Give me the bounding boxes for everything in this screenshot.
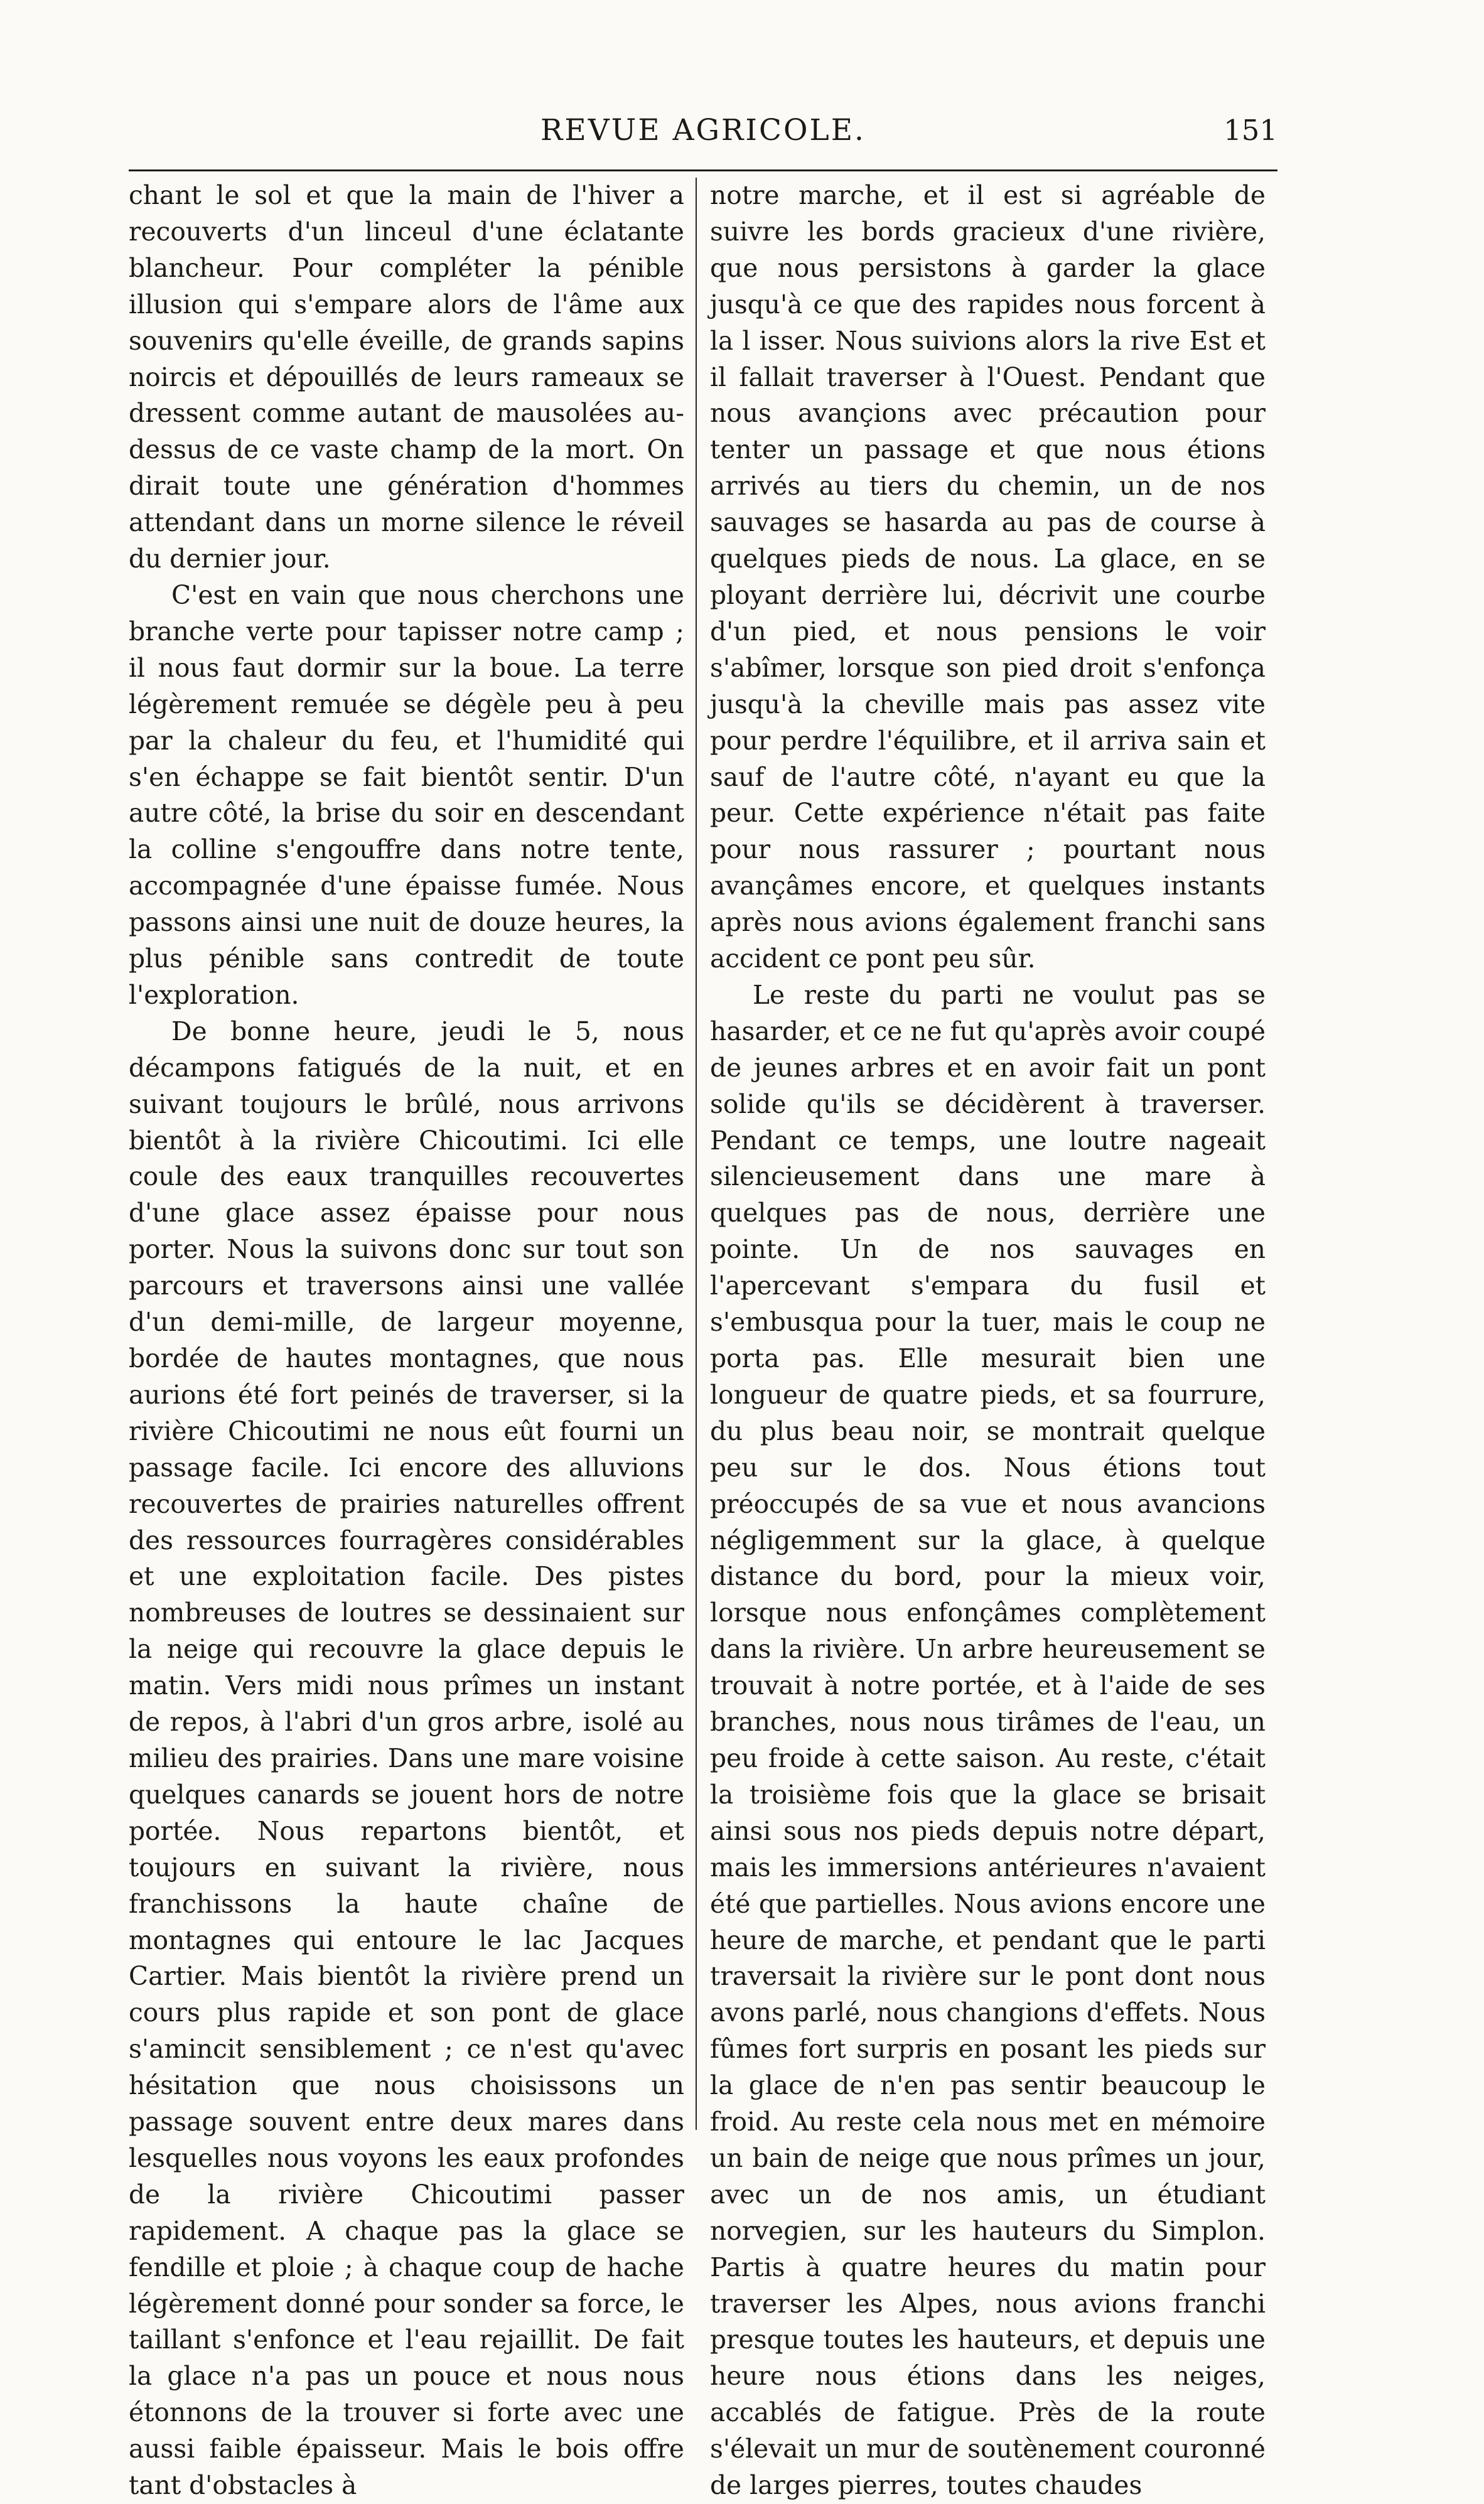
page-header [129, 112, 1277, 156]
header-rule [129, 169, 1277, 171]
right-column [710, 178, 1266, 2504]
paragraph: notre marche, et il est si agréable de suivre les bords gracieux d'une rivière, que nous persistons à garder la glace jusqu'à ce que des rapides nous forcent à la l isser. Nous suivions alors la rive Est et il fallait traverser à l'Ouest. Pendant que nous avançions avec précaution pour tenter un passage et que nous étions arrivés au tiers du chemin, un de nos sauvages se hasarda au pas de course à quelques pieds de nous. La glace, en se ployant derrière lui, décrivit une courbe d'un pied, et nous pensions le voir s'abîmer, lorsque son pied droit s'enfonça jusqu'à la cheville mais pas assez vite pour perdre l'équilibre, et il arriva sain et sauf de l'autre côté, n'ayant eu que la peur. Cette expérience n'était pas faite pour nous rassurer ; pourtant nous avançâmes encore, et quelques instants après nous avions également franchi sans accident ce pont peu sûr. [710, 180, 1266, 974]
paragraph: Le reste du parti ne voulut pas se hasarder, et ce ne fut qu'après avoir coupé de jeunes arbres et en avoir fait un pont solide qu'ils se décidèrent à traverser. Pendant ce temps, une loutre nageait silencieusement dans une mare à quelques pas de nous, derrière une pointe. Un de nos sauvages en l'apercevant s'empara du fusil et s'embusqua pour la tuer, mais le coup ne porta pas. Elle mesurait bien une longueur de quatre pieds, et sa fourrure, du plus beau noir, se montrait quelque peu sur le dos. Nous étions tout préoccupés de sa vue et nous avancions négligemment sur la glace, à quelque distance du bord, pour la mieux voir, lorsque nous enfonçâmes complètement dans la rivière. Un arbre heureusement se trouvait à notre portée, et à l'aide de ses branches, nous nous tirâmes de l'eau, un peu froide à cette saison. Au reste, c'était la troisième fois que la glace se brisait ainsi sous nos pieds depuis notre départ, mais les immersions antérieures n'avaient été que partielles. Nous avions encore une heure de marche, et pendant que le parti traversait la rivière sur le pont dont nous avons parlé, nous changions d'effets. Nous fûmes fort surpris en posant les pieds sur la glace de n'en pas sentir beaucoup le froid. Au reste cela nous met en mémoire un bain de neige que nous prîmes un jour, avec un de nos amis, un étudiant norvegien, sur les hauteurs du Simplon. Partis à quatre heures du matin pour traverser les Alpes, nous avions franchi presque toutes les hauteurs, et depuis une heure nous étions dans les neiges, accablés de fatigue. Près de la route s'élevait un mur de soutènement couronné de larges pierres, toutes chaudes [710, 979, 1266, 2501]
paragraph: chant le sol et que la main de l'hiver a recouverts d'un linceul d'une éclatante blancheur. Pour compléter la pénible illusion qui s'empare alors de l'âme aux souvenirs qu'elle éveille, de grands sapins noircis et dépouillés de leurs rameaux se dressent comme autant de mausolées au-dessus de ce vaste champ de la mort. On dirait toute une génération d'hommes attendant dans un morne silence le réveil du dernier jour. [129, 180, 684, 574]
running-title: REVUE AGRICOLE. [540, 113, 866, 148]
page-number: 151 [1223, 114, 1277, 147]
paragraph: C'est en vain que nous cherchons une branche verte pour tapisser notre camp ; il nous faut dormir sur la boue. La terre légèrement remuée se dégèle peu à peu par la chaleur du feu, et l'humidité qui s'en échappe se fait bientôt sentir. D'un autre côté, la brise du soir en descendant la colline s'engouffre dans notre tente, accompagnée d'une épaisse fumée. Nous passons ainsi une nuit de douze heures, la plus pénible sans contredit de toute l'exploration. [129, 579, 684, 1010]
paragraph: De bonne heure, jeudi le 5, nous décampons fatigués de la nuit, et en suivant toujours le brûlé, nous arrivons bientôt à la rivière Chicoutimi. Ici elle coule des eaux tranquilles recouvertes d'une glace assez épaisse pour nous porter. Nous la suivons donc sur tout son parcours et traversons ainsi une vallée d'un demi-mille, de largeur moyenne, bordée de hautes montagnes, que nous aurions été fort peinés de traverser, si la rivière Chicoutimi ne nous eût fourni un passage facile. Ici encore des alluvions recouvertes de prairies naturelles offrent des ressources fourragères considérables et une exploitation facile. Des pistes nombreuses de loutres se dessinaient sur la neige qui recouvre la glace depuis le matin. Vers midi nous prîmes un instant de repos, à l'abri d'un gros arbre, isolé au milieu des prairies. Dans une mare voisine quelques canards se jouent hors de notre portée. Nous repartons bientôt, et toujours en suivant la rivière, nous franchissons la haute chaîne de montagnes qui entoure le lac Jacques Cartier. Mais bientôt la rivière prend un cours plus rapide et son pont de glace s'amincit sensiblement ; ce n'est qu'avec hésitation que nous choisissons un passage souvent entre deux mares dans lesquelles nous voyons les eaux profondes de la rivière Chicoutimi passer rapidement. A chaque pas la glace se fendille et ploie ; à chaque coup de hache légèrement donné pour sonder sa force, le taillant s'enfonce et l'eau rejaillit. De fait la glace n'a pas un pouce et nous nous étonnons de la trouver si forte avec une aussi faible épaisseur. Mais le bois offre tant d'obstacles à [129, 1016, 684, 2501]
left-column [129, 178, 684, 2504]
column-divider [696, 178, 697, 2130]
